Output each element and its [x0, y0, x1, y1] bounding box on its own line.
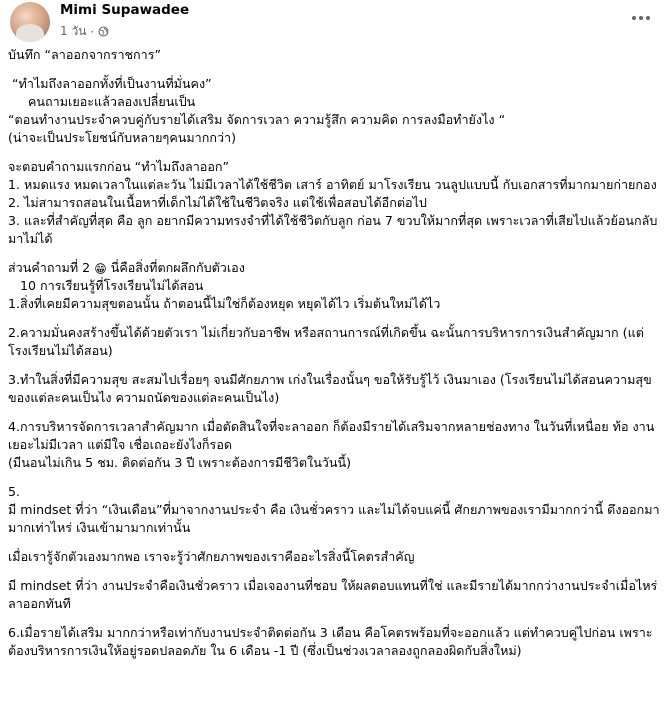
post-line: (มีนอนไม่เกิน 5 ชม. ติดต่อกัน 3 ปี เพราะต้องการมีชีวิตในวันนี้) [8, 455, 352, 470]
post-text [8, 46, 660, 660]
spacer [8, 147, 660, 158]
post-line: (น่าจะเป็นประโยชน์กับหลายๆคนมากกว่า) [8, 130, 237, 145]
post-line: บันทึก “ลาออกจากราชการ” [8, 47, 162, 62]
post-line: 6.เมื่อรายได้เสริม มากกว่าหรือเท่ากับงานประจำติดต่อกัน 3 เดือน คือโคตรพร้อมที่จะออกแล้ว แต่ทำควบคู่ไปก่อน เพราะต้องบริหารการเงินให้อยู่รอดปลอดภัย ใน 6 เดือน -1 ปี (ซึ่งเป็นช่วงเวลาลองถูกลองผิดกับสิ่งใหม่) [8, 625, 653, 658]
post-line: 4.การบริหารจัดการเวลาสำคัญมาก เมื่อตัดสินใจที่จะลาออก ก็ต้องมีรายได้เสริมจากหลายช่องทาง ในวันที่เหนื่อย ท้อ งานเยอะไม่มีเวลา แต่มีใจ เชื่อเถอะยังไงก็รอด [8, 419, 655, 452]
dot [639, 16, 643, 20]
post-line: “ตอนทำงานประจำควบคู่กับรายได้เสริม จัดการเวลา ความรู้สึก ความคิด การลงมือทำยังไง “ [8, 112, 506, 127]
post-line: 10 การเรียนรู้ที่โรงเรียนไม่ได้สอน [20, 278, 204, 293]
meta-separator: · [90, 24, 95, 39]
post-line [8, 259, 660, 277]
post-time[interactable]: 1 วัน [60, 24, 87, 38]
post-line: “ทำไมถึงลาออกทั้งที่เป็นงานที่มั่นคง” [12, 76, 212, 91]
post-line: 1. หมดแรง หมดเวลาในแต่ละวัน ไม่มีเวลาได้ใช้ชีวิต เสาร์ อาทิตย์ มาโรงเรียน วนลูปแบบนี้ กับเอกสารที่มากมายก่ายกอง [8, 177, 657, 192]
dot [632, 16, 636, 20]
spacer [8, 64, 660, 75]
spacer [8, 566, 660, 577]
post-line: 3.ทำในสิ่งที่มีความสุข สะสมไปเรื่อยๆ จนมีศักยภาพ เก่งในเรื่องนั้นๆ ขอให้รับรู้ไว้ เงินมาเอง (โรงเรียนไม่ได้สอนความสุขของแต่ละคนเป็นไง ความถนัดของแต่ละคนเป็นไง) [8, 372, 652, 405]
post-line: มี mindset ที่ว่า งานประจำคือเงินชั่วคราว เมื่อเจองานที่ชอบ ให้ผลตอบแทนที่ใช่ และมีรายได้มากกว่างานประจำเมื่อไหร่ ลาออกทันที [8, 578, 658, 611]
post-line: จะตอบคำถามแรกก่อน “ทำไมถึงลาออก” [8, 159, 230, 174]
post-line: คนถามเยอะแล้วลองเปลี่ยนเป็น [28, 94, 196, 109]
grinning-face-icon: 😁 [94, 262, 107, 276]
post-line: มี mindset ที่ว่า “เงินเดือน”ที่มาจากงานประจำ คือ เงินชั่วคราว และไม่ได้จบแค่นี้ ศักยภาพของเรามีมากกว่านี้ ดึงออกมามากเท่าไหร่ เงินเข้ามามากเท่านั้น [8, 502, 660, 535]
avatar[interactable] [10, 2, 50, 42]
dot [646, 16, 650, 20]
post-line: 3. และที่สำคัญที่สุด คือ ลูก อยากมีความทรงจำที่ได้ใช้ชีวิตกับลูก ก่อน 7 ขวบให้มากที่สุด เพราะเวลาที่เสียไปแล้วย้อนกลับมาไม่ได้ [8, 213, 658, 246]
post-line: 2. ไม่สามารถสอนในเนื้อหาที่เด็กไม่ได้ใช้ในชีวิตจริง แต่ใช้เพื่อสอบได้อีกต่อไป [8, 195, 427, 210]
post-line: 2.ความมั่นคงสร้างขึ้นได้ด้วยตัวเรา ไม่เกี่ยวกับอาชีพ หรือสถานการณ์ที่เกิดขึ้น ฉะนั้นการบริหารการเงินสำคัญมาก (แต่โรงเรียนไม่ได้สอน) [8, 325, 644, 358]
post-line: 1.สิ่งที่เคยมีความสุขตอนนั้น ถ้าตอนนี้ไม่ใช่ก็ต้องหยุด หยุดได้ไว เริ่มต้นใหม่ได้ไว [8, 296, 441, 311]
author-name[interactable]: Mimi Supawadee [60, 2, 190, 18]
more-options-icon[interactable] [626, 6, 656, 30]
spacer [8, 537, 660, 548]
post-line: เมื่อเรารู้จักตัวเองมากพอ เราจะรู้ว่าศักยภาพของเราคืออะไรสิ่งนี้โคตรสำคัญ [8, 549, 415, 564]
spacer [8, 407, 660, 418]
spacer [8, 472, 660, 483]
globe-icon[interactable] [98, 26, 109, 37]
post-header [0, 0, 668, 42]
spacer [8, 360, 660, 371]
post-line: 5. [8, 484, 21, 499]
line-text: ส่วนคำถามที่ 2 [8, 260, 95, 275]
spacer [8, 248, 660, 259]
post-meta [60, 22, 109, 41]
line-text: นี่คือสิ่งที่ตกผลึกกับตัวเอง [106, 260, 245, 275]
spacer [8, 613, 660, 624]
spacer [8, 313, 660, 324]
